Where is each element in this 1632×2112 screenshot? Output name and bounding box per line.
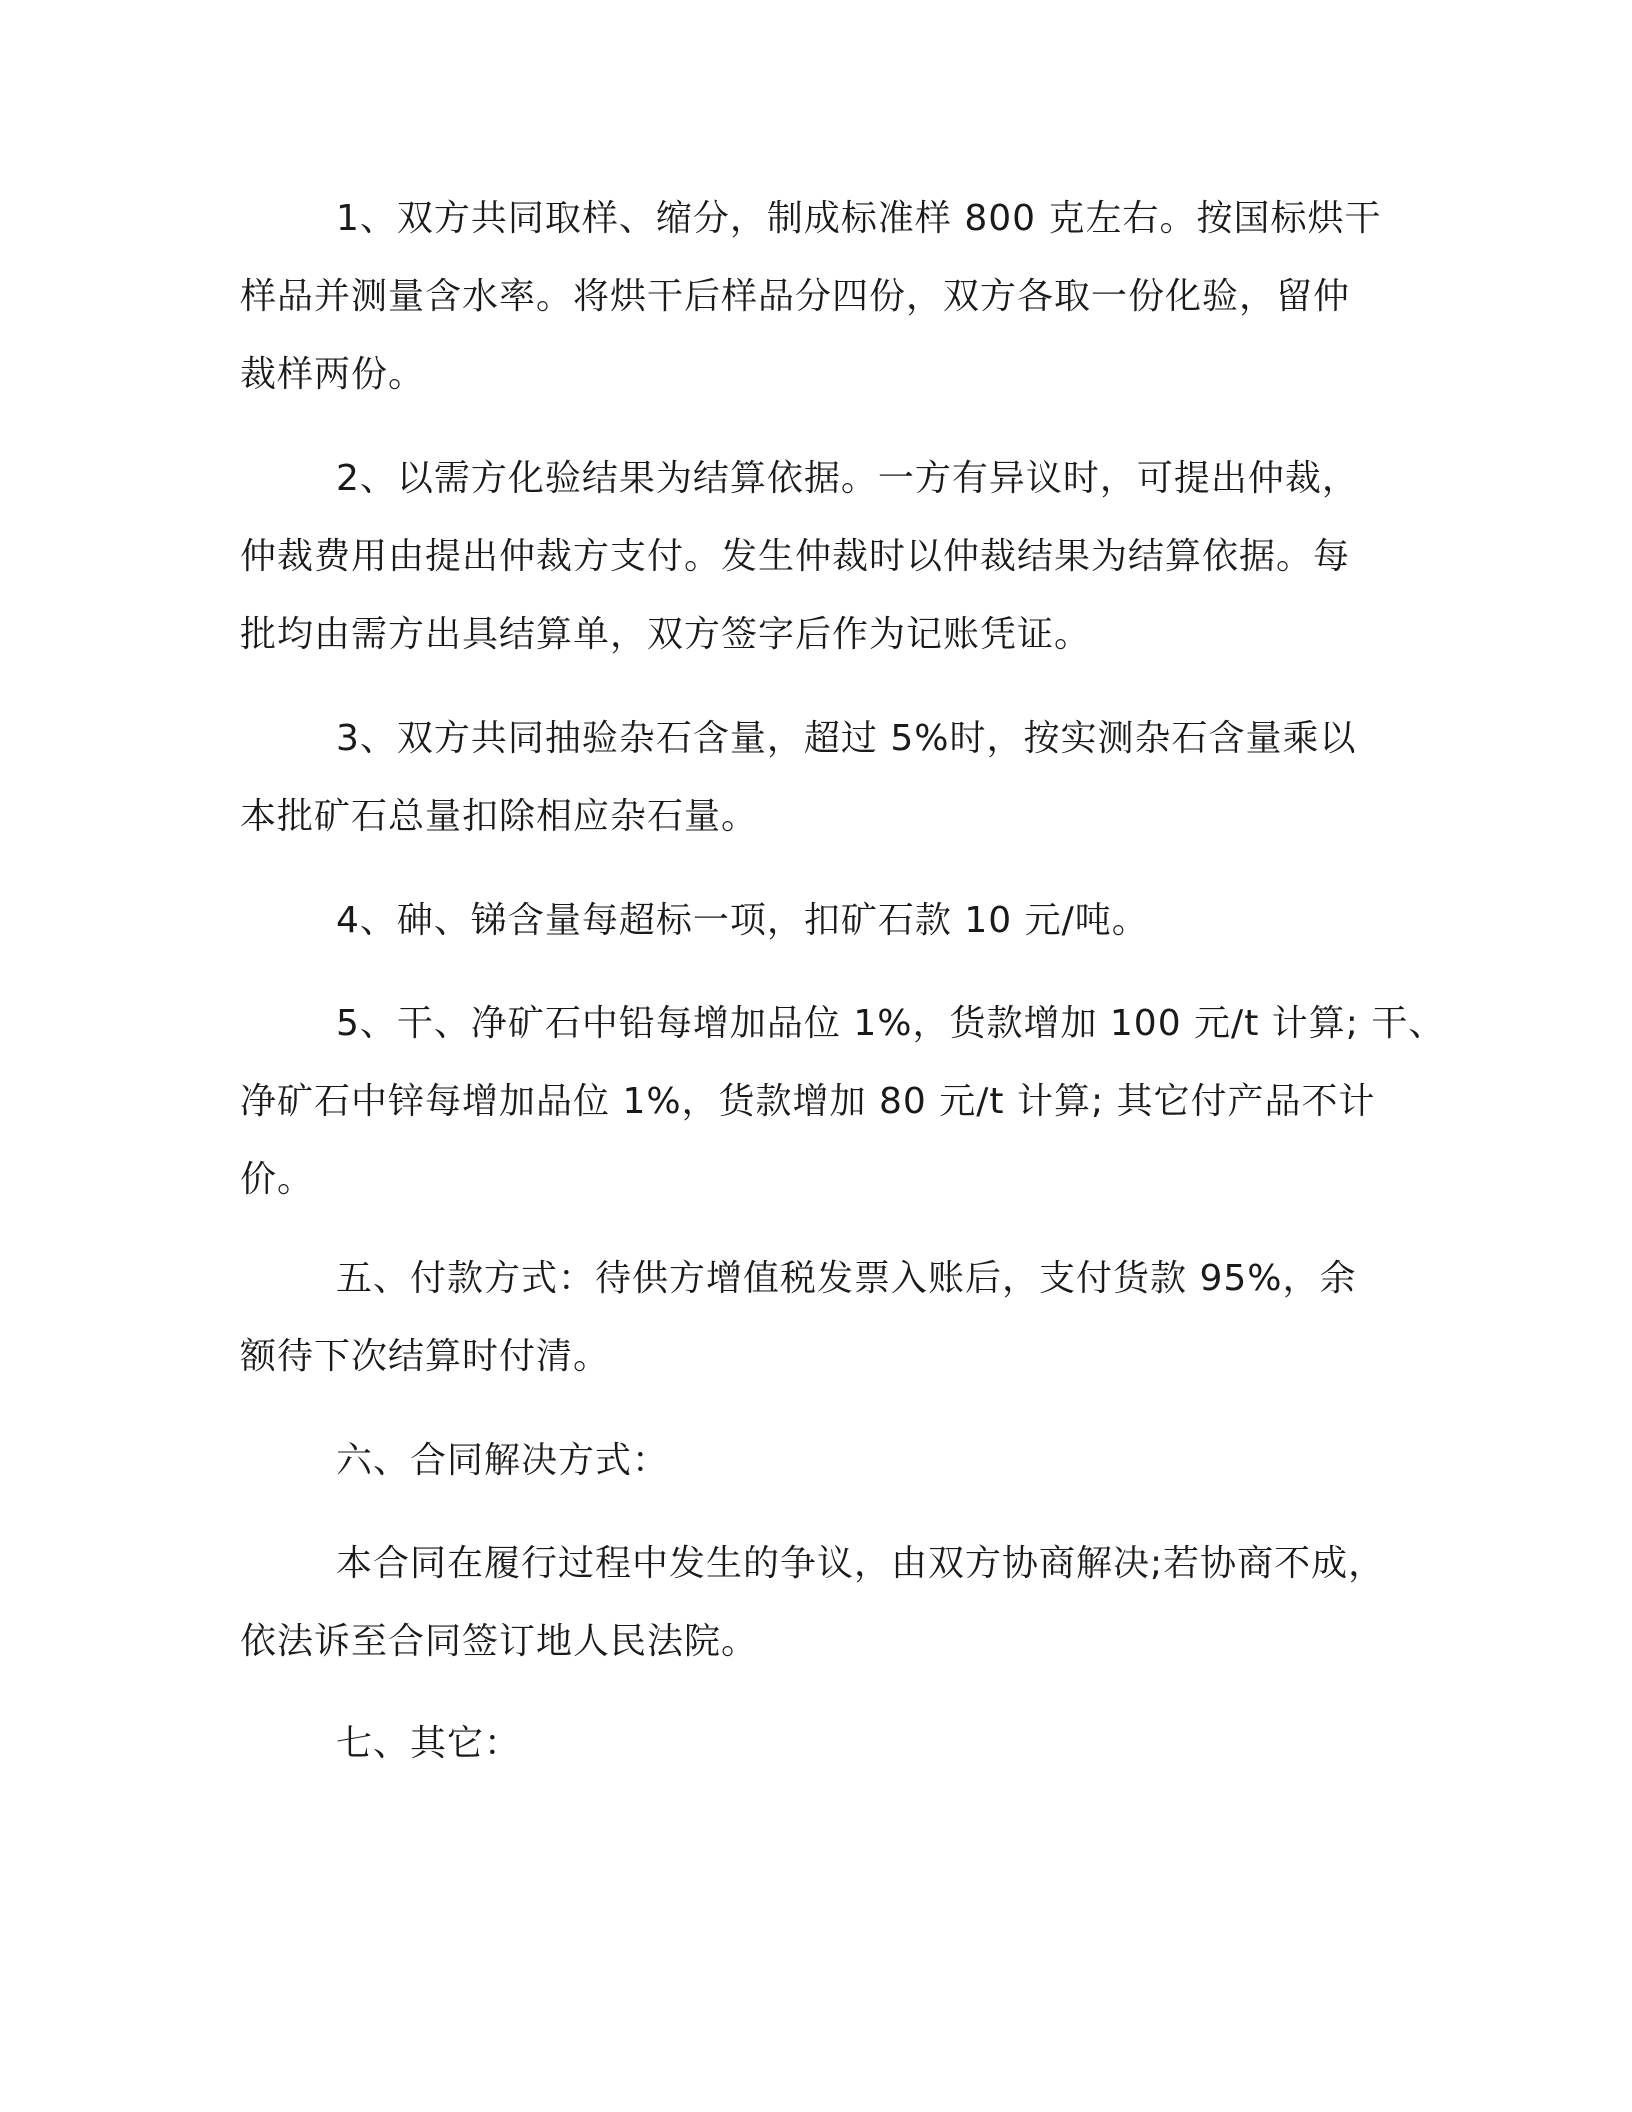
clause-3-stone-content [240,700,1420,856]
clause-2-settlement-basis [240,440,1420,674]
text-line: 依法诉至合同签订地人民法院。 [240,1621,759,1662]
section-6-heading [240,1422,1420,1500]
text-line: 裁样两份。 [240,354,426,395]
text-line: 净矿石中锌每增加品位 1%，货款增加 80 元/t 计算; 其它付产品不计 [240,1081,1376,1122]
text-line: 3、双方共同抽验杂石含量，超过 5%时，按实测杂石含量乘以 [336,718,1357,759]
section-5-payment-terms [240,1240,1420,1396]
text-line: 5、干、净矿石中铅每增加品位 1%，货款增加 100 元/t 计算; 干、 [336,1003,1446,1044]
text-line: 本合同在履行过程中发生的争议，由双方协商解决;若协商不成， [336,1543,1386,1584]
text-line: 本批矿石总量扣除相应杂石量。 [240,796,759,837]
text-line: 1、双方共同取样、缩分，制成标准样 800 克左右。按国标烘干 [336,198,1382,239]
clause-5-grade-pricing [240,985,1446,1219]
text-line: 价。 [240,1159,315,1200]
text-line: 七、其它： [336,1723,522,1764]
text-line: 样品并测量含水率。将烘干后样品分四份，双方各取一份化验，留仲 [240,276,1351,317]
section-6-dispute-resolution [240,1525,1420,1681]
text-line: 五、付款方式：待供方增值税发票入账后，支付货款 95%，余 [336,1258,1357,1299]
section-7-heading [240,1705,1420,1783]
text-line: 仲裁费用由提出仲裁方支付。发生仲裁时以仲裁结果为结算依据。每 [240,536,1351,577]
text-line: 2、以需方化验结果为结算依据。一方有异议时，可提出仲裁， [336,458,1359,499]
text-line: 4、砷、锑含量每超标一项，扣矿石款 10 元/吨。 [336,900,1149,941]
text-line: 批均由需方出具结算单，双方签字后作为记账凭证。 [240,614,1092,655]
text-line: 六、合同解决方式： [336,1440,670,1481]
text-line: 额待下次结算时付清。 [240,1336,611,1377]
clause-1-sampling [240,180,1420,414]
clause-4-arsenic-antimony [240,882,1420,960]
